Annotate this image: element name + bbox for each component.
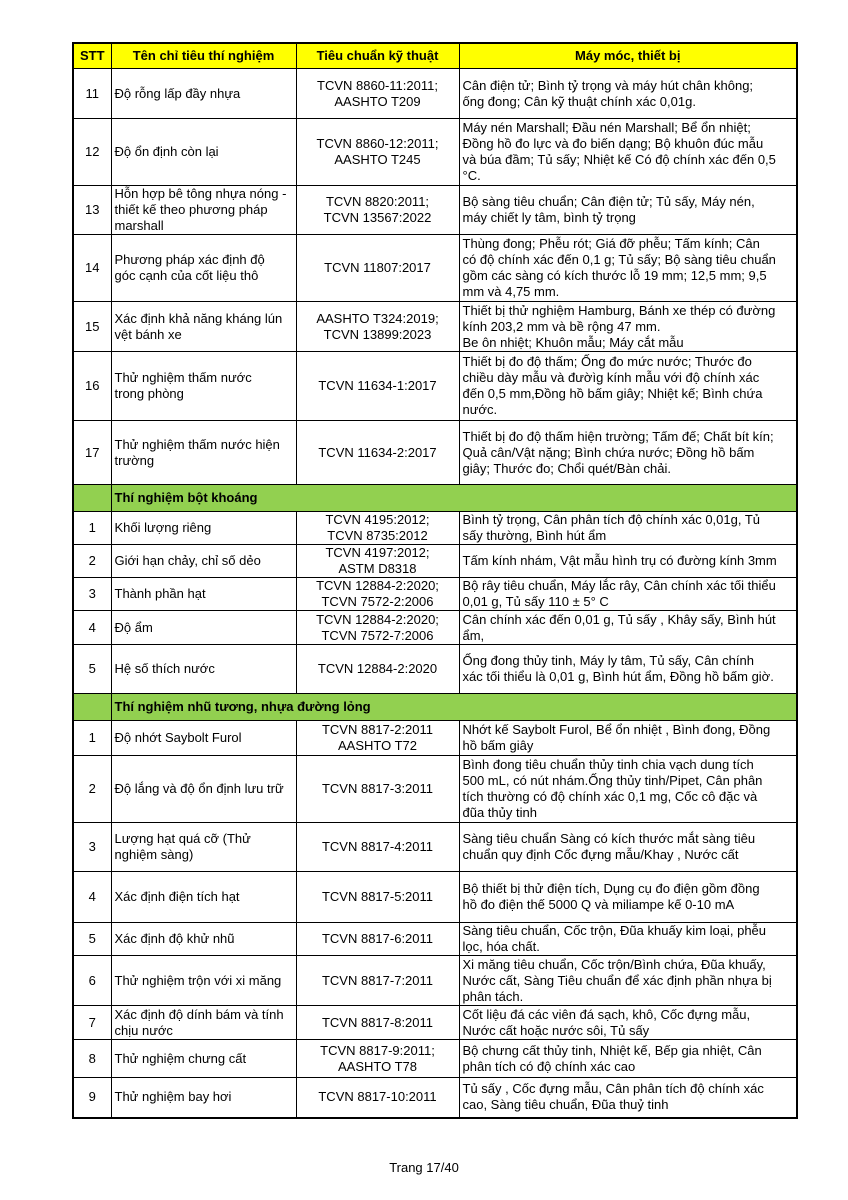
- standard-code: AASHTO T324:2019; TCVN 13899:2023: [296, 302, 459, 352]
- header-equipment: Máy móc, thiết bị: [459, 43, 797, 69]
- row-number: 9: [73, 1078, 111, 1118]
- equipment-list: Bình tỷ trọng, Cân phân tích độ chính xác 0,01g, Tủ sấy thường, Bình hút ẩm: [459, 512, 797, 545]
- test-name: Giới hạn chảy, chỉ số dẻo: [111, 545, 296, 578]
- row-number: 13: [73, 186, 111, 235]
- table-row: [73, 352, 797, 421]
- test-name: Thử nghiệm chưng cất: [111, 1040, 296, 1078]
- standard-code: TCVN 12884-2:2020; TCVN 7572-2:2006: [296, 578, 459, 611]
- row-number: 2: [73, 545, 111, 578]
- table-row: [73, 421, 797, 485]
- section-title: Thí nghiệm bột khoáng: [111, 485, 797, 512]
- row-number: 16: [73, 352, 111, 421]
- row-number: 1: [73, 721, 111, 756]
- test-name: Xác định độ khử nhũ: [111, 923, 296, 956]
- equipment-list: Thiết bị đo độ thấm hiện trường; Tấm đế; Chất bít kín; Quả cân/Vật nặng; Bình chứa nước; Đồng hồ bấm giây; Thước đo; Chổi quét/Bàn chải.: [459, 421, 797, 485]
- row-number: 7: [73, 1006, 111, 1040]
- equipment-list: Máy nén Marshall; Đầu nén Marshall; Bể ổn nhiệt; Đồng hồ đo lực và đo biến dạng; Bộ khuôn đúc mẫu và búa đầm; Tủ sấy; Nhiệt kế Có độ chính xác đến 0,5 °C.: [459, 119, 797, 186]
- test-name: Thử nghiệm thấm nước trong phòng: [111, 352, 296, 421]
- standard-code: TCVN 11807:2017: [296, 235, 459, 302]
- section-header-row: [73, 485, 797, 512]
- table-row: [73, 645, 797, 694]
- test-name: Hỗn hợp bê tông nhựa nóng - thiết kế theo phương pháp marshall: [111, 186, 296, 235]
- equipment-list: Thiết bị thử nghiệm Hamburg, Bánh xe thép có đường kính 203,2 mm và bề rộng 47 mm. Be ôn nhiệt; Khuôn mẫu; Máy cắt mẫu: [459, 302, 797, 352]
- equipment-list: Thiết bị đo độ thấm; Ống đo mức nước; Thước đo chiều dày mẫu và đườìg kính mẫu với độ chính xác đến 0,5 mm,Đồng hồ bấm giây; Nhiệt kế; Bình chứa nước.: [459, 352, 797, 421]
- section-stt-cell: [73, 485, 111, 512]
- test-name: Thử nghiệm trộn với xi măng: [111, 956, 296, 1006]
- row-number: 11: [73, 69, 111, 119]
- table-row: [73, 1006, 797, 1040]
- table-row: [73, 302, 797, 352]
- equipment-list: Thùng đong; Phễu rót; Giá đỡ phễu; Tấm kính; Cân có độ chính xác đến 0,1 g; Tủ sấy; Bộ sàng tiêu chuẩn gồm các sàng có kích thước lỗ 19 mm; 12,5 mm; 9,5 mm và 4,75 mm.: [459, 235, 797, 302]
- standard-code: TCVN 8817-6:2011: [296, 923, 459, 956]
- equipment-list: Tấm kính nhám, Vật mẫu hình trụ có đường kính 3mm: [459, 545, 797, 578]
- test-name: Lượng hạt quá cỡ (Thử nghiệm sàng): [111, 823, 296, 872]
- table-row: [73, 69, 797, 119]
- table-header-row: [73, 43, 797, 69]
- equipment-list: Nhớt kế Saybolt Furol, Bể ổn nhiệt , Bình đong, Đồng hồ bấm giây: [459, 721, 797, 756]
- table-row: [73, 823, 797, 872]
- equipment-table: [72, 42, 798, 1119]
- equipment-list: Bộ rây tiêu chuẩn, Máy lắc rây, Cân chính xác tối thiểu 0,01 g, Tủ sấy 110 ± 5° C: [459, 578, 797, 611]
- row-number: 6: [73, 956, 111, 1006]
- row-number: 12: [73, 119, 111, 186]
- table-row: [73, 721, 797, 756]
- section-title: Thí nghiệm nhũ tương, nhựa đường lỏng: [111, 694, 797, 721]
- standard-code: TCVN 8817-9:2011; AASHTO T78: [296, 1040, 459, 1078]
- test-name: Độ ổn định còn lại: [111, 119, 296, 186]
- standard-code: TCVN 8860-11:2011; AASHTO T209: [296, 69, 459, 119]
- equipment-list: Bình đong tiêu chuẩn thủy tinh chia vạch dung tích 500 mL, có nút nhám.Ống thủy tinh/Pipet, Cân phân tích thường có độ chính xác 0,1 mg, Cốc cô đặc và đũa thủy tinh: [459, 756, 797, 823]
- test-name: Xác định điện tích hạt: [111, 872, 296, 923]
- standard-code: TCVN 4197:2012; ASTM D8318: [296, 545, 459, 578]
- equipment-list: Cốt liệu đá các viên đá sạch, khô, Cốc đựng mẫu, Nước cất hoặc nước sôi, Tủ sấy: [459, 1006, 797, 1040]
- row-number: 14: [73, 235, 111, 302]
- table-row: [73, 956, 797, 1006]
- standard-code: TCVN 8820:2011; TCVN 13567:2022: [296, 186, 459, 235]
- test-name: Độ nhớt Saybolt Furol: [111, 721, 296, 756]
- test-name: Phương pháp xác định độ góc cạnh của cốt liệu thô: [111, 235, 296, 302]
- row-number: 4: [73, 611, 111, 645]
- table-row: [73, 611, 797, 645]
- equipment-list: Xi măng tiêu chuẩn, Cốc trộn/Bình chứa, Đũa khuấy, Nước cất, Sàng Tiêu chuẩn để xác định phần nhựa bị phân tách.: [459, 956, 797, 1006]
- standard-code: TCVN 8817-10:2011: [296, 1078, 459, 1118]
- table-row: [73, 119, 797, 186]
- standard-code: TCVN 11634-2:2017: [296, 421, 459, 485]
- row-number: 2: [73, 756, 111, 823]
- equipment-list: Ống đong thủy tinh, Máy ly tâm, Tủ sấy, Cân chính xác tối thiểu là 0,01 g, Bình hút ẩm, Đồng hồ bấm giờ.: [459, 645, 797, 694]
- test-name: Hệ số thích nước: [111, 645, 296, 694]
- section-header-row: [73, 694, 797, 721]
- row-number: 5: [73, 645, 111, 694]
- table-row: [73, 512, 797, 545]
- test-name: Thử nghiệm bay hơi: [111, 1078, 296, 1118]
- standard-code: TCVN 8817-7:2011: [296, 956, 459, 1006]
- table-row: [73, 545, 797, 578]
- table-row: [73, 1040, 797, 1078]
- row-number: 1: [73, 512, 111, 545]
- standard-code: TCVN 12884-2:2020: [296, 645, 459, 694]
- standard-code: TCVN 4195:2012; TCVN 8735:2012: [296, 512, 459, 545]
- header-test-name: Tên chỉ tiêu thí nghiệm: [111, 43, 296, 69]
- standard-code: TCVN 8817-3:2011: [296, 756, 459, 823]
- test-name: Độ lắng và độ ổn định lưu trữ: [111, 756, 296, 823]
- row-number: 17: [73, 421, 111, 485]
- row-number: 4: [73, 872, 111, 923]
- standard-code: TCVN 8817-4:2011: [296, 823, 459, 872]
- table-row: [73, 186, 797, 235]
- row-number: 3: [73, 823, 111, 872]
- test-name: Thử nghiệm thấm nước hiện trường: [111, 421, 296, 485]
- table-row: [73, 1078, 797, 1118]
- row-number: 8: [73, 1040, 111, 1078]
- row-number: 3: [73, 578, 111, 611]
- table-body: [73, 69, 797, 1118]
- equipment-list: Tủ sấy , Cốc đựng mẫu, Cân phân tích độ chính xác cao, Sàng tiêu chuẩn, Đũa thuỷ tinh: [459, 1078, 797, 1118]
- test-name: Thành phần hạt: [111, 578, 296, 611]
- equipment-list: Cân điện tử; Bình tỷ trọng và máy hút chân không; ống đong; Cân kỹ thuật chính xác 0,01g.: [459, 69, 797, 119]
- section-stt-cell: [73, 694, 111, 721]
- row-number: 5: [73, 923, 111, 956]
- equipment-list: Sàng tiêu chuẩn, Cốc trộn, Đũa khuấy kim loại, phễu lọc, hóa chất.: [459, 923, 797, 956]
- test-name: Khối lượng riêng: [111, 512, 296, 545]
- test-name: Độ ẩm: [111, 611, 296, 645]
- table-row: [73, 578, 797, 611]
- standard-code: TCVN 11634-1:2017: [296, 352, 459, 421]
- header-standard: Tiêu chuẩn kỹ thuật: [296, 43, 459, 69]
- standard-code: TCVN 8860-12:2011; AASHTO T245: [296, 119, 459, 186]
- table-row: [73, 872, 797, 923]
- test-name: Xác định độ dính bám và tính chịu nước: [111, 1006, 296, 1040]
- table-row: [73, 756, 797, 823]
- equipment-list: Bộ thiết bị thử điện tích, Dụng cụ đo điện gồm đồng hồ đo điện thế 5000 Q và miliampe kế 0-10 mA: [459, 872, 797, 923]
- test-name: Xác định khả năng kháng lún vệt bánh xe: [111, 302, 296, 352]
- standard-code: TCVN 8817-5:2011: [296, 872, 459, 923]
- equipment-list: Cân chính xác đến 0,01 g, Tủ sấy , Khây sấy, Bình hút ẩm,: [459, 611, 797, 645]
- table-row: [73, 923, 797, 956]
- header-stt: STT: [73, 43, 111, 69]
- standard-code: TCVN 8817-2:2011 AASHTO T72: [296, 721, 459, 756]
- page-number: Trang 17/40: [389, 1160, 459, 1175]
- standard-code: TCVN 8817-8:2011: [296, 1006, 459, 1040]
- equipment-list: Sàng tiêu chuẩn Sàng có kích thước mắt sàng tiêu chuẩn quy định Cốc đựng mẫu/Khay , Nước cất: [459, 823, 797, 872]
- standard-code: TCVN 12884-2:2020; TCVN 7572-7:2006: [296, 611, 459, 645]
- test-name: Độ rỗng lấp đầy nhựa: [111, 69, 296, 119]
- row-number: 15: [73, 302, 111, 352]
- equipment-list: Bộ sàng tiêu chuẩn; Cân điện tử; Tủ sấy, Máy nén, máy chiết ly tâm, bình tỷ trọng: [459, 186, 797, 235]
- table-row: [73, 235, 797, 302]
- equipment-list: Bộ chưng cất thủy tinh, Nhiệt kế, Bếp gia nhiệt, Cân phân tích có độ chính xác cao: [459, 1040, 797, 1078]
